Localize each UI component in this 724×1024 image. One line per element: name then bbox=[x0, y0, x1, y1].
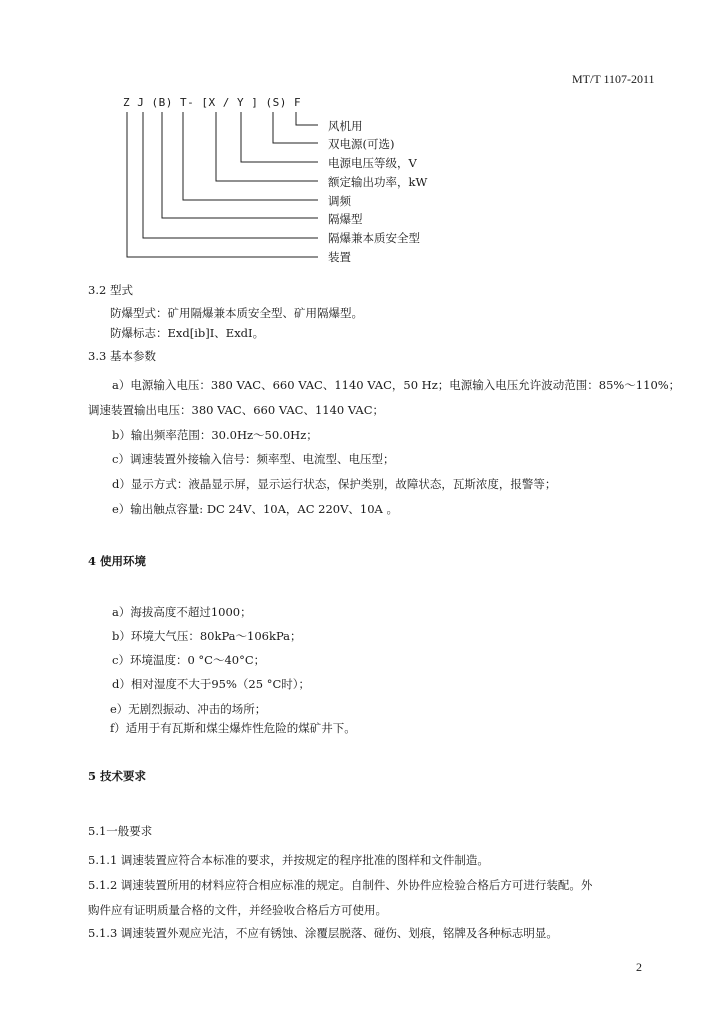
leader-y bbox=[241, 112, 318, 162]
s3-3-item: a）电源输入电压：380 VAC、660 VAC、1140 VAC，50 Hz；电源输入电压允许波动范围：85%～110%； bbox=[112, 378, 681, 392]
s3-3-item: c）调速装置外接输入信号：频率型、电流型、电压型； bbox=[112, 452, 395, 466]
s4-item: b）环境大气压：80kPa～106kPa； bbox=[112, 629, 302, 643]
page-number: 2 bbox=[636, 960, 642, 974]
s5-paragraph: 5.1.1 调速装置应符合本标准的要求，并按规定的程序批准的图样和文件制造。 bbox=[88, 853, 489, 867]
s3-2-line: 防爆型式：矿用隔爆兼本质安全型、矿用隔爆型。 bbox=[110, 306, 363, 320]
s5-paragraph: 购件应有证明质量合格的文件，并经验收合格后方可使用。 bbox=[88, 903, 387, 917]
section-5-1-heading: 5.1一般要求 bbox=[88, 824, 153, 838]
label-freq-mod: 调频 bbox=[328, 194, 351, 208]
label-dual-power: 双电源(可选) bbox=[328, 137, 395, 151]
section-4-heading: 4 使用环境 bbox=[88, 554, 147, 568]
s5-paragraph: 5.1.2 调速装置所用的材料应符合相应标准的规定。自制件、外协件应检验合格后方可进行装配。外 bbox=[88, 878, 593, 892]
label-voltage-class: 电源电压等级，V bbox=[328, 156, 417, 170]
standard-code: MT/T 1107-2011 bbox=[572, 72, 655, 86]
s4-item: e）无剧烈振动、冲击的场所； bbox=[110, 702, 267, 716]
s3-3-item: 调速装置输出电压：380 VAC、660 VAC、1140 VAC； bbox=[88, 403, 385, 417]
label-device: 装置 bbox=[328, 250, 351, 264]
s4-item: c）环境温度：0 °C～40°C； bbox=[112, 653, 266, 667]
s4-item: a）海拔高度不超过1000； bbox=[112, 605, 252, 619]
s3-2-line: 防爆标志：Exd[ib]I、ExdI。 bbox=[110, 326, 265, 340]
s4-item: d）相对湿度不大于95%（25 °C时）； bbox=[112, 677, 311, 691]
section-3-2-heading: 3.2 型式 bbox=[88, 283, 133, 297]
leader-z bbox=[127, 112, 318, 257]
label-fan: 风机用 bbox=[328, 119, 363, 133]
leader-f bbox=[296, 112, 318, 125]
s3-3-item: e）输出触点容量: DC 24V、10A，AC 220V、10A 。 bbox=[112, 502, 398, 516]
designation-code: Z J (B) T- [X / Y ] (S) F bbox=[123, 96, 302, 109]
label-flameproof-is: 隔爆兼本质安全型 bbox=[328, 231, 420, 245]
label-flameproof: 隔爆型 bbox=[328, 212, 363, 226]
section-3-3-heading: 3.3 基本参数 bbox=[88, 349, 156, 363]
s4-item: f）适用于有瓦斯和煤尘爆炸性危险的煤矿井下。 bbox=[110, 721, 356, 735]
section-5-heading: 5 技术要求 bbox=[88, 769, 147, 783]
label-rated-power: 额定输出功率，kW bbox=[328, 175, 428, 189]
leader-j bbox=[143, 112, 318, 238]
s5-paragraph: 5.1.3 调速装置外观应光洁，不应有锈蚀、涂覆层脱落、碰伤、划痕，铭牌及各种标志明显。 bbox=[88, 926, 558, 940]
s3-3-item: d）显示方式：液晶显示屏，显示运行状态，保护类别，故障状态，瓦斯浓度，报警等； bbox=[112, 477, 557, 491]
s3-3-item: b）输出频率范围：30.0Hz～50.0Hz； bbox=[112, 428, 318, 442]
leader-x bbox=[216, 112, 318, 181]
leader-b bbox=[162, 112, 318, 218]
